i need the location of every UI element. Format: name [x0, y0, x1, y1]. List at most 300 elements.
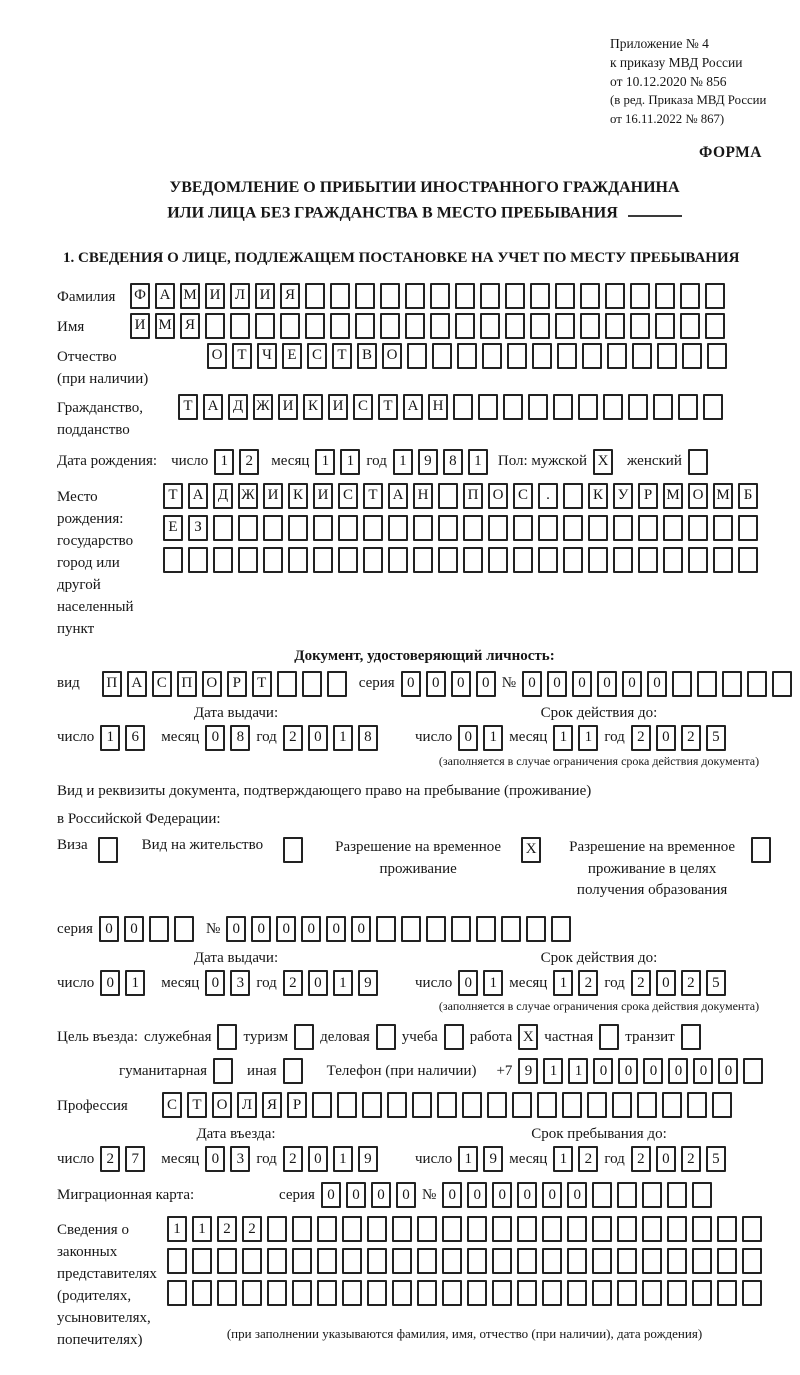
char-cell[interactable] [267, 1280, 287, 1306]
char-cell[interactable] [417, 1248, 437, 1274]
char-cell[interactable] [588, 547, 608, 573]
char-cell[interactable] [327, 671, 347, 697]
char-cell[interactable]: 0 [597, 671, 617, 697]
checkbox[interactable] [599, 1024, 619, 1050]
char-cell[interactable] [632, 343, 652, 369]
char-cell[interactable]: 1 [192, 1216, 212, 1242]
char-cell[interactable]: 9 [358, 970, 378, 996]
char-cell[interactable]: . [538, 483, 558, 509]
char-cell[interactable]: Я [280, 283, 300, 309]
char-cell[interactable]: Ж [238, 483, 258, 509]
checkbox[interactable] [217, 1024, 237, 1050]
char-cell[interactable] [617, 1248, 637, 1274]
char-cell[interactable]: М [180, 283, 200, 309]
char-cell[interactable]: 0 [321, 1182, 341, 1208]
checkbox[interactable] [751, 837, 771, 863]
char-cell[interactable] [463, 515, 483, 541]
char-cell[interactable] [582, 343, 602, 369]
char-cell[interactable] [242, 1248, 262, 1274]
char-cell[interactable]: 1 [553, 725, 573, 751]
char-cell[interactable] [712, 1092, 732, 1118]
char-cell[interactable] [703, 394, 723, 420]
char-cell[interactable] [738, 515, 758, 541]
char-cell[interactable] [628, 394, 648, 420]
char-cell[interactable] [617, 1216, 637, 1242]
char-cell[interactable]: Б [738, 483, 758, 509]
char-cell[interactable] [512, 1092, 532, 1118]
checkbox[interactable] [444, 1024, 464, 1050]
char-cell[interactable] [588, 515, 608, 541]
char-cell[interactable] [167, 1280, 187, 1306]
char-cell[interactable]: Д [228, 394, 248, 420]
char-cell[interactable]: И [313, 483, 333, 509]
char-cell[interactable]: Т [378, 394, 398, 420]
char-cell[interactable] [455, 283, 475, 309]
char-cell[interactable]: 2 [283, 725, 303, 751]
char-cell[interactable]: А [388, 483, 408, 509]
char-cell[interactable] [580, 283, 600, 309]
char-cell[interactable] [657, 343, 677, 369]
char-cell[interactable] [476, 916, 496, 942]
char-cell[interactable]: Р [227, 671, 247, 697]
char-cell[interactable]: О [688, 483, 708, 509]
char-cell[interactable]: 2 [631, 970, 651, 996]
char-cell[interactable] [613, 515, 633, 541]
char-cell[interactable]: Т [252, 671, 272, 697]
char-cell[interactable]: 1 [483, 725, 503, 751]
char-cell[interactable] [680, 283, 700, 309]
char-cell[interactable]: Р [638, 483, 658, 509]
char-cell[interactable] [538, 547, 558, 573]
char-cell[interactable] [722, 671, 742, 697]
char-cell[interactable] [663, 547, 683, 573]
char-cell[interactable]: 2 [283, 970, 303, 996]
char-cell[interactable]: 0 [396, 1182, 416, 1208]
char-cell[interactable] [313, 515, 333, 541]
char-cell[interactable] [528, 394, 548, 420]
char-cell[interactable]: 0 [656, 725, 676, 751]
char-cell[interactable]: С [513, 483, 533, 509]
char-cell[interactable] [617, 1280, 637, 1306]
char-cell[interactable] [682, 343, 702, 369]
char-cell[interactable]: 1 [393, 449, 413, 475]
char-cell[interactable] [288, 547, 308, 573]
char-cell[interactable]: 0 [100, 970, 120, 996]
char-cell[interactable]: Л [230, 283, 250, 309]
char-cell[interactable] [453, 394, 473, 420]
char-cell[interactable]: 9 [418, 449, 438, 475]
char-cell[interactable]: 0 [656, 1146, 676, 1172]
char-cell[interactable]: 0 [517, 1182, 537, 1208]
char-cell[interactable] [707, 343, 727, 369]
char-cell[interactable] [638, 515, 658, 541]
char-cell[interactable]: И [130, 313, 150, 339]
char-cell[interactable] [672, 671, 692, 697]
char-cell[interactable]: 8 [443, 449, 463, 475]
char-cell[interactable]: 2 [578, 1146, 598, 1172]
char-cell[interactable]: 1 [315, 449, 335, 475]
char-cell[interactable]: И [205, 283, 225, 309]
char-cell[interactable] [538, 515, 558, 541]
char-cell[interactable] [277, 671, 297, 697]
char-cell[interactable]: 0 [371, 1182, 391, 1208]
char-cell[interactable] [555, 283, 575, 309]
char-cell[interactable] [392, 1216, 412, 1242]
char-cell[interactable]: М [713, 483, 733, 509]
char-cell[interactable] [430, 283, 450, 309]
char-cell[interactable]: Т [163, 483, 183, 509]
char-cell[interactable]: 0 [693, 1058, 713, 1084]
char-cell[interactable]: 5 [706, 970, 726, 996]
char-cell[interactable] [592, 1280, 612, 1306]
char-cell[interactable] [312, 1092, 332, 1118]
char-cell[interactable] [567, 1216, 587, 1242]
char-cell[interactable]: 0 [308, 1146, 328, 1172]
char-cell[interactable] [405, 313, 425, 339]
char-cell[interactable]: 0 [276, 916, 296, 942]
char-cell[interactable] [605, 283, 625, 309]
char-cell[interactable]: 9 [518, 1058, 538, 1084]
char-cell[interactable] [317, 1248, 337, 1274]
char-cell[interactable]: 1 [553, 1146, 573, 1172]
char-cell[interactable]: 1 [578, 725, 598, 751]
char-cell[interactable]: К [303, 394, 323, 420]
char-cell[interactable] [174, 916, 194, 942]
char-cell[interactable]: Н [413, 483, 433, 509]
char-cell[interactable] [338, 515, 358, 541]
char-cell[interactable]: 0 [205, 725, 225, 751]
char-cell[interactable] [457, 343, 477, 369]
checkbox[interactable] [294, 1024, 314, 1050]
char-cell[interactable] [462, 1092, 482, 1118]
char-cell[interactable]: 3 [230, 1146, 250, 1172]
char-cell[interactable]: 0 [476, 671, 496, 697]
char-cell[interactable] [667, 1280, 687, 1306]
char-cell[interactable] [517, 1248, 537, 1274]
char-cell[interactable]: Ч [257, 343, 277, 369]
char-cell[interactable] [613, 547, 633, 573]
char-cell[interactable] [438, 483, 458, 509]
char-cell[interactable] [213, 515, 233, 541]
char-cell[interactable] [342, 1280, 362, 1306]
char-cell[interactable]: 7 [125, 1146, 145, 1172]
char-cell[interactable]: П [102, 671, 122, 697]
char-cell[interactable]: 0 [99, 916, 119, 942]
checkbox[interactable] [98, 837, 118, 863]
char-cell[interactable]: Р [287, 1092, 307, 1118]
char-cell[interactable]: 2 [631, 1146, 651, 1172]
char-cell[interactable]: 2 [681, 725, 701, 751]
char-cell[interactable]: 0 [124, 916, 144, 942]
char-cell[interactable]: 0 [308, 970, 328, 996]
char-cell[interactable] [667, 1248, 687, 1274]
char-cell[interactable]: О [488, 483, 508, 509]
char-cell[interactable] [563, 483, 583, 509]
char-cell[interactable]: 0 [346, 1182, 366, 1208]
char-cell[interactable]: 0 [426, 671, 446, 697]
char-cell[interactable] [680, 313, 700, 339]
char-cell[interactable]: 2 [681, 1146, 701, 1172]
char-cell[interactable]: 0 [547, 671, 567, 697]
char-cell[interactable]: 9 [483, 1146, 503, 1172]
char-cell[interactable]: Т [187, 1092, 207, 1118]
char-cell[interactable] [367, 1248, 387, 1274]
char-cell[interactable] [467, 1280, 487, 1306]
char-cell[interactable]: 2 [631, 725, 651, 751]
char-cell[interactable] [388, 515, 408, 541]
char-cell[interactable] [505, 283, 525, 309]
char-cell[interactable] [742, 1280, 762, 1306]
char-cell[interactable] [526, 916, 546, 942]
char-cell[interactable]: 1 [214, 449, 234, 475]
char-cell[interactable] [513, 547, 533, 573]
checkbox[interactable] [283, 837, 303, 863]
char-cell[interactable] [653, 394, 673, 420]
char-cell[interactable] [717, 1216, 737, 1242]
char-cell[interactable]: 0 [656, 970, 676, 996]
char-cell[interactable] [605, 313, 625, 339]
char-cell[interactable] [517, 1280, 537, 1306]
char-cell[interactable] [667, 1216, 687, 1242]
char-cell[interactable]: О [202, 671, 222, 697]
char-cell[interactable] [480, 313, 500, 339]
char-cell[interactable] [603, 394, 623, 420]
char-cell[interactable] [492, 1216, 512, 1242]
char-cell[interactable]: 0 [522, 671, 542, 697]
char-cell[interactable]: 1 [167, 1216, 187, 1242]
char-cell[interactable] [305, 313, 325, 339]
char-cell[interactable]: О [207, 343, 227, 369]
char-cell[interactable] [580, 313, 600, 339]
char-cell[interactable]: М [155, 313, 175, 339]
char-cell[interactable]: А [203, 394, 223, 420]
checkbox[interactable] [376, 1024, 396, 1050]
char-cell[interactable] [663, 515, 683, 541]
char-cell[interactable] [772, 671, 792, 697]
char-cell[interactable] [562, 1092, 582, 1118]
char-cell[interactable] [743, 1058, 763, 1084]
char-cell[interactable]: 6 [125, 725, 145, 751]
char-cell[interactable]: Я [262, 1092, 282, 1118]
char-cell[interactable] [238, 515, 258, 541]
char-cell[interactable]: М [663, 483, 683, 509]
char-cell[interactable]: 0 [542, 1182, 562, 1208]
char-cell[interactable] [230, 313, 250, 339]
char-cell[interactable] [662, 1092, 682, 1118]
char-cell[interactable] [192, 1280, 212, 1306]
char-cell[interactable] [267, 1216, 287, 1242]
char-cell[interactable] [655, 313, 675, 339]
char-cell[interactable] [530, 283, 550, 309]
char-cell[interactable] [417, 1216, 437, 1242]
char-cell[interactable] [437, 1092, 457, 1118]
char-cell[interactable] [592, 1216, 612, 1242]
char-cell[interactable] [363, 547, 383, 573]
char-cell[interactable] [451, 916, 471, 942]
char-cell[interactable] [692, 1248, 712, 1274]
char-cell[interactable]: Е [282, 343, 302, 369]
char-cell[interactable] [292, 1216, 312, 1242]
checkbox[interactable]: X [521, 837, 541, 863]
char-cell[interactable]: Ф [130, 283, 150, 309]
char-cell[interactable] [387, 1092, 407, 1118]
char-cell[interactable]: 1 [568, 1058, 588, 1084]
char-cell[interactable] [578, 394, 598, 420]
char-cell[interactable] [407, 343, 427, 369]
char-cell[interactable] [557, 343, 577, 369]
char-cell[interactable] [302, 671, 322, 697]
char-cell[interactable] [738, 547, 758, 573]
char-cell[interactable]: 0 [401, 671, 421, 697]
char-cell[interactable]: 1 [340, 449, 360, 475]
char-cell[interactable]: К [288, 483, 308, 509]
char-cell[interactable] [692, 1182, 712, 1208]
char-cell[interactable]: К [588, 483, 608, 509]
checkbox[interactable] [213, 1058, 233, 1084]
char-cell[interactable]: 2 [217, 1216, 237, 1242]
char-cell[interactable] [430, 313, 450, 339]
char-cell[interactable] [592, 1182, 612, 1208]
char-cell[interactable] [705, 283, 725, 309]
char-cell[interactable]: Л [237, 1092, 257, 1118]
char-cell[interactable] [513, 515, 533, 541]
char-cell[interactable]: 2 [283, 1146, 303, 1172]
char-cell[interactable] [637, 1092, 657, 1118]
char-cell[interactable] [567, 1280, 587, 1306]
char-cell[interactable]: 1 [333, 1146, 353, 1172]
char-cell[interactable] [617, 1182, 637, 1208]
char-cell[interactable] [392, 1248, 412, 1274]
char-cell[interactable] [592, 1248, 612, 1274]
char-cell[interactable] [717, 1248, 737, 1274]
char-cell[interactable] [630, 283, 650, 309]
char-cell[interactable]: 0 [618, 1058, 638, 1084]
char-cell[interactable] [367, 1216, 387, 1242]
char-cell[interactable] [688, 547, 708, 573]
char-cell[interactable] [337, 1092, 357, 1118]
char-cell[interactable]: 2 [242, 1216, 262, 1242]
char-cell[interactable] [149, 916, 169, 942]
char-cell[interactable]: Ж [253, 394, 273, 420]
char-cell[interactable] [401, 916, 421, 942]
char-cell[interactable]: У [613, 483, 633, 509]
char-cell[interactable] [612, 1092, 632, 1118]
char-cell[interactable] [263, 515, 283, 541]
char-cell[interactable] [480, 283, 500, 309]
char-cell[interactable] [542, 1216, 562, 1242]
char-cell[interactable] [438, 547, 458, 573]
char-cell[interactable] [380, 313, 400, 339]
char-cell[interactable] [338, 547, 358, 573]
char-cell[interactable]: 0 [718, 1058, 738, 1084]
char-cell[interactable] [317, 1280, 337, 1306]
char-cell[interactable] [537, 1092, 557, 1118]
char-cell[interactable]: 5 [706, 725, 726, 751]
char-cell[interactable] [488, 515, 508, 541]
char-cell[interactable]: 0 [467, 1182, 487, 1208]
char-cell[interactable]: Т [332, 343, 352, 369]
char-cell[interactable] [551, 916, 571, 942]
char-cell[interactable] [607, 343, 627, 369]
char-cell[interactable] [630, 313, 650, 339]
char-cell[interactable] [342, 1248, 362, 1274]
char-cell[interactable] [642, 1182, 662, 1208]
char-cell[interactable]: Т [232, 343, 252, 369]
char-cell[interactable] [355, 283, 375, 309]
char-cell[interactable] [188, 547, 208, 573]
char-cell[interactable]: 2 [239, 449, 259, 475]
char-cell[interactable] [692, 1216, 712, 1242]
char-cell[interactable] [305, 283, 325, 309]
char-cell[interactable] [355, 313, 375, 339]
char-cell[interactable]: Т [363, 483, 383, 509]
char-cell[interactable] [667, 1182, 687, 1208]
char-cell[interactable] [530, 313, 550, 339]
char-cell[interactable]: С [162, 1092, 182, 1118]
char-cell[interactable] [688, 515, 708, 541]
char-cell[interactable] [442, 1280, 462, 1306]
char-cell[interactable]: Т [178, 394, 198, 420]
char-cell[interactable] [380, 283, 400, 309]
char-cell[interactable]: Д [213, 483, 233, 509]
checkbox[interactable] [688, 449, 708, 475]
char-cell[interactable] [587, 1092, 607, 1118]
char-cell[interactable] [263, 547, 283, 573]
checkbox[interactable] [681, 1024, 701, 1050]
char-cell[interactable] [167, 1248, 187, 1274]
char-cell[interactable]: Я [180, 313, 200, 339]
char-cell[interactable] [692, 1280, 712, 1306]
char-cell[interactable] [742, 1248, 762, 1274]
char-cell[interactable] [567, 1248, 587, 1274]
char-cell[interactable]: 1 [553, 970, 573, 996]
char-cell[interactable] [488, 547, 508, 573]
char-cell[interactable] [442, 1216, 462, 1242]
char-cell[interactable] [292, 1248, 312, 1274]
char-cell[interactable] [213, 547, 233, 573]
char-cell[interactable]: 0 [251, 916, 271, 942]
char-cell[interactable] [563, 515, 583, 541]
char-cell[interactable] [713, 547, 733, 573]
char-cell[interactable] [478, 394, 498, 420]
char-cell[interactable] [655, 283, 675, 309]
char-cell[interactable]: 0 [622, 671, 642, 697]
char-cell[interactable] [467, 1248, 487, 1274]
char-cell[interactable]: 0 [492, 1182, 512, 1208]
char-cell[interactable]: 1 [468, 449, 488, 475]
char-cell[interactable]: А [155, 283, 175, 309]
char-cell[interactable]: 0 [572, 671, 592, 697]
char-cell[interactable] [330, 283, 350, 309]
char-cell[interactable] [463, 547, 483, 573]
checkbox[interactable]: X [593, 449, 613, 475]
char-cell[interactable] [280, 313, 300, 339]
char-cell[interactable]: 5 [706, 1146, 726, 1172]
char-cell[interactable] [455, 313, 475, 339]
char-cell[interactable] [642, 1280, 662, 1306]
char-cell[interactable] [417, 1280, 437, 1306]
char-cell[interactable]: 0 [326, 916, 346, 942]
char-cell[interactable] [317, 1216, 337, 1242]
char-cell[interactable] [205, 313, 225, 339]
char-cell[interactable] [438, 515, 458, 541]
char-cell[interactable] [238, 547, 258, 573]
char-cell[interactable] [432, 343, 452, 369]
char-cell[interactable]: 8 [230, 725, 250, 751]
char-cell[interactable]: Е [163, 515, 183, 541]
char-cell[interactable] [467, 1216, 487, 1242]
char-cell[interactable]: 1 [483, 970, 503, 996]
